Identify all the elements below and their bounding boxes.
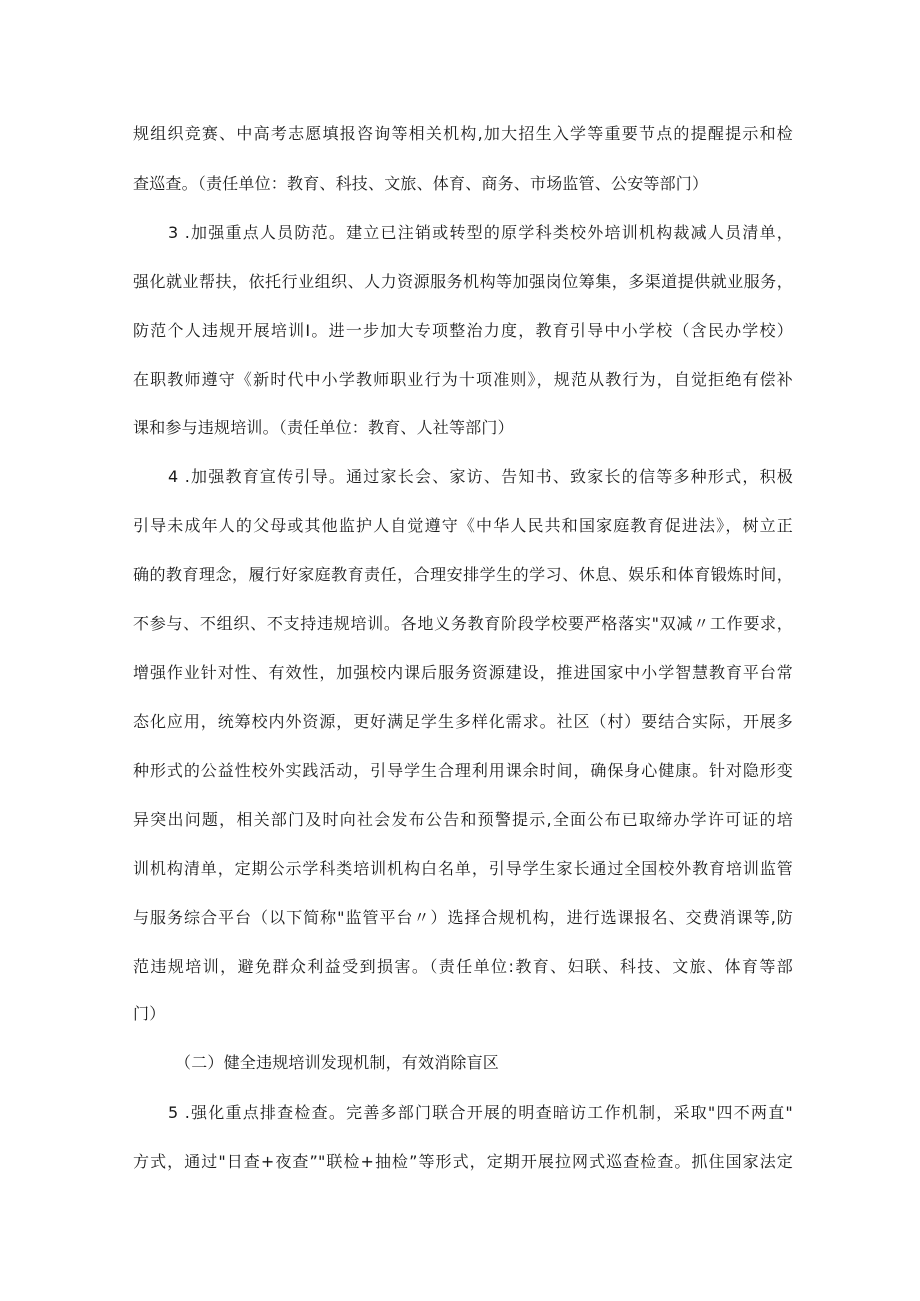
text-line: 与服务综合平台（以下简称"监管平台〃）选择合规机构，进行选课报名、交费消课等,防 — [133, 908, 793, 927]
text-line: 不参与、不组织、不支持违规培训。各地义务教育阶段学校要严格落实"双减〃工作要求， — [133, 614, 793, 633]
section-heading: （二）健全违规培训发现机制，有效消除盲区 — [175, 1053, 500, 1072]
text-line: 强化就业帮扶，依托行业组织、人力资源服务机构等加强岗位筹集，多渠道提供就业服务， — [133, 272, 793, 291]
text-line: 规组织竞赛、中高考志愿填报咨询等相关机构,加大招生入学等重要节点的提醒提示和检 — [133, 124, 793, 143]
text-line: 态化应用，统筹校内外资源，更好满足学生多样化需求。社区（村）要结合实际，开展多 — [133, 712, 793, 731]
text-line: 引导未成年人的父母或其他监护人自觉遵守《中华人民共和国家庭教育促进法》，树立正 — [133, 516, 793, 535]
text-line: 方式，通过"日查+夜查”"联检+抽检”等形式，定期开展拉网式巡查检查。抓住国家法定 — [133, 1152, 793, 1171]
paragraph-4-first-line: 4 .加强教育宣传引导。通过家长会、家访、告知书、致家长的信等多种形式，积极 — [168, 467, 793, 486]
text-line: 确的教育理念，履行好家庭教育责任，合理安排学生的学习、休息、娱乐和体育锻炼时间， — [133, 565, 793, 584]
text-line: 异突出问题，相关部门及时向社会发布公告和预警提示,全面公布已取缔办学许可证的培 — [133, 810, 793, 829]
text-line: 防范个人违规开展培训I。进一步加大专项整治力度，教育引导中小学校（含民办学校） — [133, 321, 793, 340]
text-line: 查巡查。（责任单位：教育、科技、文旅、体育、商务、市场监管、公安等部门） — [133, 174, 709, 193]
paragraph-5-first-line: 5 .强化重点排查检查。完善多部门联合开展的明查暗访工作机制，采取"四不两直" — [168, 1103, 793, 1122]
text-line: 训机构清单，定期公示学科类培训机构白名单，引导学生家长通过全国校外教育培训监管 — [133, 859, 793, 878]
paragraph-3-first-line: 3 .加强重点人员防范。建立已注销或转型的原学科类校外培训机构裁减人员清单， — [168, 223, 793, 242]
text-line: 种形式的公益性校外实践活动，引导学生合理利用课余时间，确保身心健康。针对隐形变 — [133, 761, 793, 780]
text-line: 增强作业针对性、有效性，加强校内课后服务资源建设，推进国家中小学智慧教育平台常 — [133, 663, 793, 682]
text-line: 范违规培训，避免群众利益受到损害。（责任单位:教育、妇联、科技、文旅、体育等部 — [133, 957, 793, 976]
text-line: 课和参与违规培训。（责任单位：教育、人社等部门） — [133, 418, 514, 437]
text-line: 在职教师遵守《新时代中小学教师职业行为十项准则》，规范从教行为，自觉拒绝有偿补 — [133, 370, 793, 389]
text-line: 门） — [133, 1004, 166, 1023]
